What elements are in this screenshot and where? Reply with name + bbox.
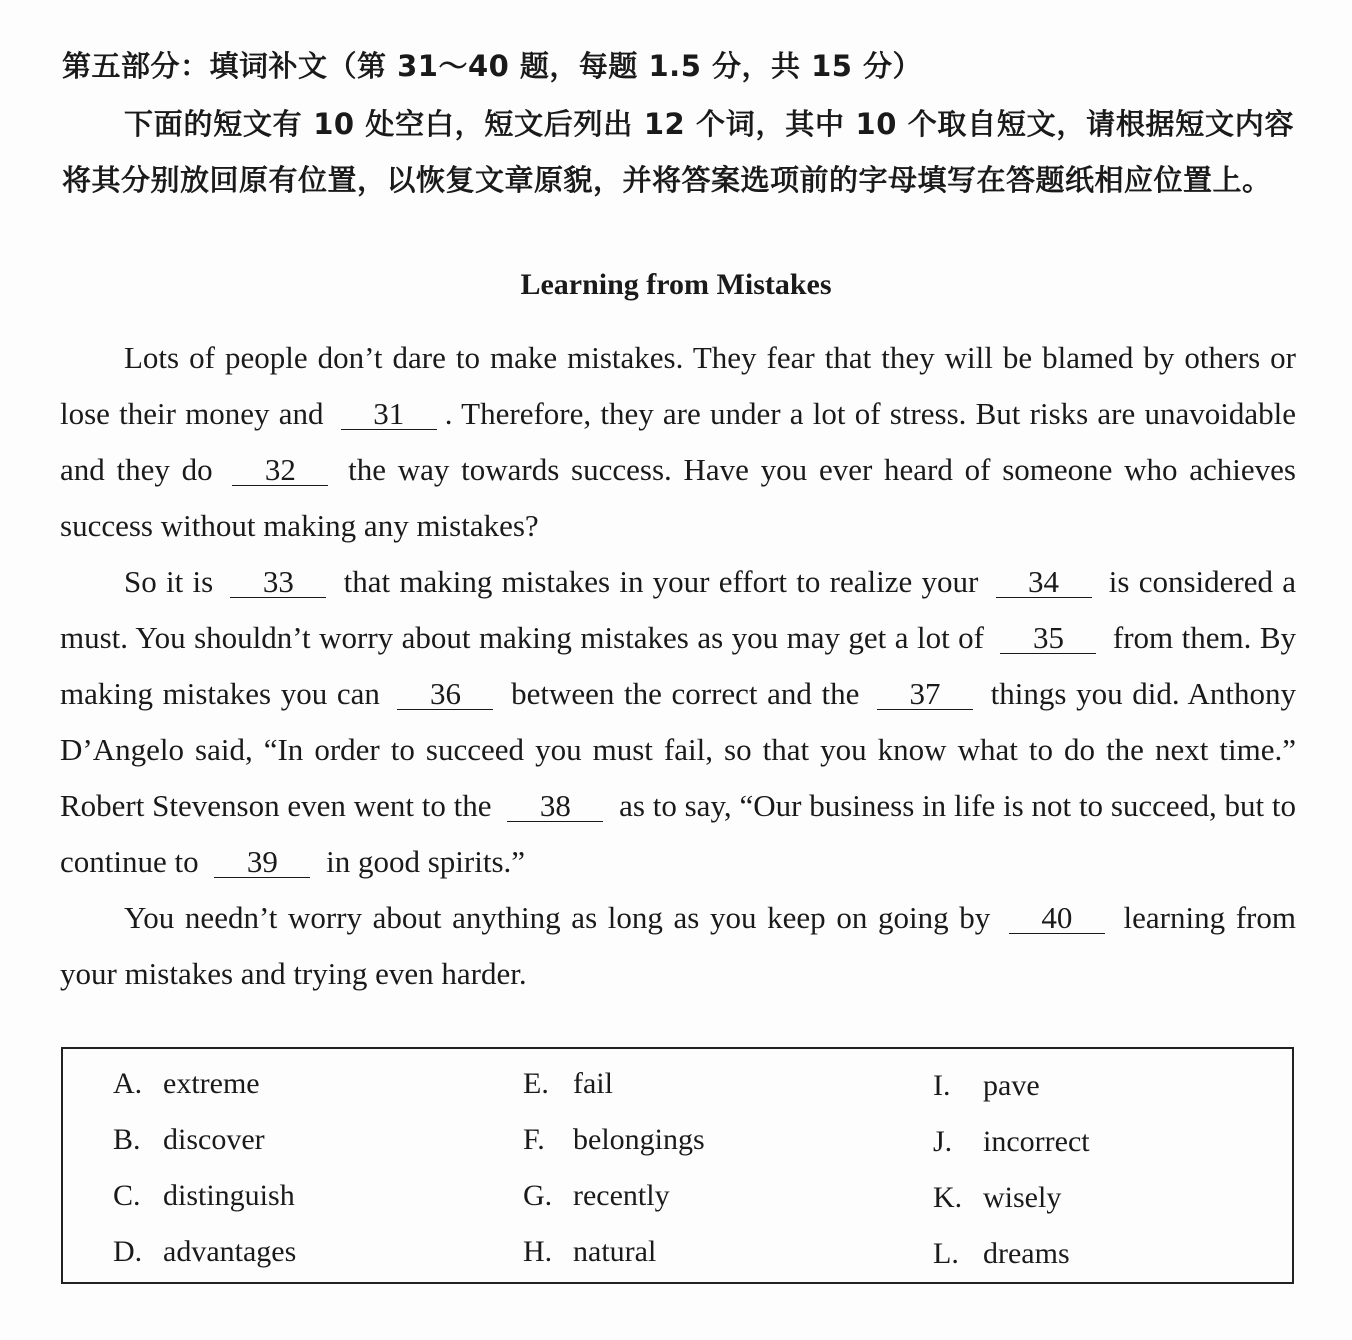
passage-text: things you did. Anthony D’Angelo said, “In order to succeed you must fail, so that you know what to do the next time.” Robert Stevenson even went to the — [60, 676, 1296, 823]
passage-text: You needn’t worry about anything as long as you keep on going by — [124, 900, 1001, 935]
blank-37: 37 — [877, 679, 973, 710]
option-letter: F. — [523, 1123, 545, 1156]
passage-text: the way towards success. Have you ever heard of someone who achieves success without making any mistakes? — [60, 452, 1296, 543]
blank-32: 32 — [232, 455, 328, 486]
option-k — [933, 1181, 1061, 1215]
option-letter: K. — [933, 1181, 963, 1214]
option-h — [523, 1235, 656, 1269]
passage-text: . Therefore, they are under a lot of stress. But risks are unavoidable and they do — [60, 396, 1296, 487]
passage-title: Learning from Mistakes — [520, 268, 832, 301]
paragraph-2 — [60, 554, 1296, 890]
passage-text: from them. By making mistakes you can — [60, 620, 1296, 711]
option-word: extreme — [163, 1067, 260, 1100]
option-word: fail — [573, 1067, 613, 1100]
option-letter: L. — [933, 1237, 959, 1270]
option-word: natural — [573, 1235, 657, 1268]
option-g — [523, 1179, 670, 1213]
option-letter: J. — [933, 1125, 953, 1158]
option-word: advantages — [163, 1235, 297, 1268]
option-word: incorrect — [983, 1125, 1090, 1158]
blank-33: 33 — [230, 567, 326, 598]
option-letter: D. — [113, 1235, 143, 1268]
passage-text: as to say, “Our business in life is not to succeed, but to continue to — [60, 788, 1296, 879]
option-c — [113, 1179, 295, 1213]
option-letter: C. — [113, 1179, 141, 1212]
option-j — [933, 1125, 1090, 1159]
option-f — [523, 1123, 705, 1157]
option-word: dreams — [983, 1237, 1070, 1270]
option-l — [933, 1237, 1070, 1271]
option-b — [113, 1123, 265, 1157]
passage-text: learning from your mistakes and trying even harder. — [60, 900, 1296, 991]
instructions: 下面的短文有 10 处空白，短文后列出 12 个词，其中 10 个取自短文，请根据短文内容将其分别放回原有位置，以恢复文章原貌，并将答案选项前的字母填写在答题纸相应位置上。 — [62, 107, 1294, 197]
blank-31: 31 — [341, 399, 437, 430]
option-letter: A. — [113, 1067, 143, 1100]
passage-text: So it is — [124, 564, 223, 599]
passage-text: Lots of people don’t dare to make mistakes. They fear that they will be blamed by others or lose their money and — [60, 340, 1296, 431]
passage-text: between the correct and the — [501, 676, 870, 711]
option-a — [113, 1067, 260, 1101]
option-word: discover — [163, 1123, 265, 1156]
option-letter: G. — [523, 1179, 553, 1212]
paragraph-3 — [60, 890, 1296, 1002]
option-word: pave — [983, 1069, 1040, 1102]
paragraph-1 — [60, 330, 1296, 554]
option-letter: I. — [933, 1069, 951, 1102]
blank-36: 36 — [397, 679, 493, 710]
option-word: belongings — [573, 1123, 705, 1156]
option-d — [113, 1235, 296, 1269]
option-letter: H. — [523, 1235, 553, 1268]
passage-text: in good spirits.” — [318, 844, 526, 879]
word-options-box — [61, 1047, 1294, 1284]
option-word: wisely — [983, 1181, 1062, 1214]
blank-38: 38 — [507, 791, 603, 822]
option-letter: B. — [113, 1123, 141, 1156]
section-heading: 第五部分：填词补文（第 31～40 题，每题 1.5 分，共 15 分） — [62, 49, 923, 83]
option-i — [933, 1069, 1040, 1103]
option-letter: E. — [523, 1067, 549, 1100]
option-word: distinguish — [163, 1179, 295, 1212]
passage — [60, 330, 1296, 1002]
passage-text: is considered a must. You shouldn’t worry about making mistakes as you may get a lot of — [60, 564, 1296, 655]
blank-34: 34 — [996, 567, 1092, 598]
passage-text: that making mistakes in your effort to realize your — [334, 564, 988, 599]
blank-35: 35 — [1000, 623, 1096, 654]
option-word: recently — [573, 1179, 670, 1212]
option-e — [523, 1067, 613, 1101]
blank-40: 40 — [1009, 903, 1105, 934]
blank-39: 39 — [214, 847, 310, 878]
